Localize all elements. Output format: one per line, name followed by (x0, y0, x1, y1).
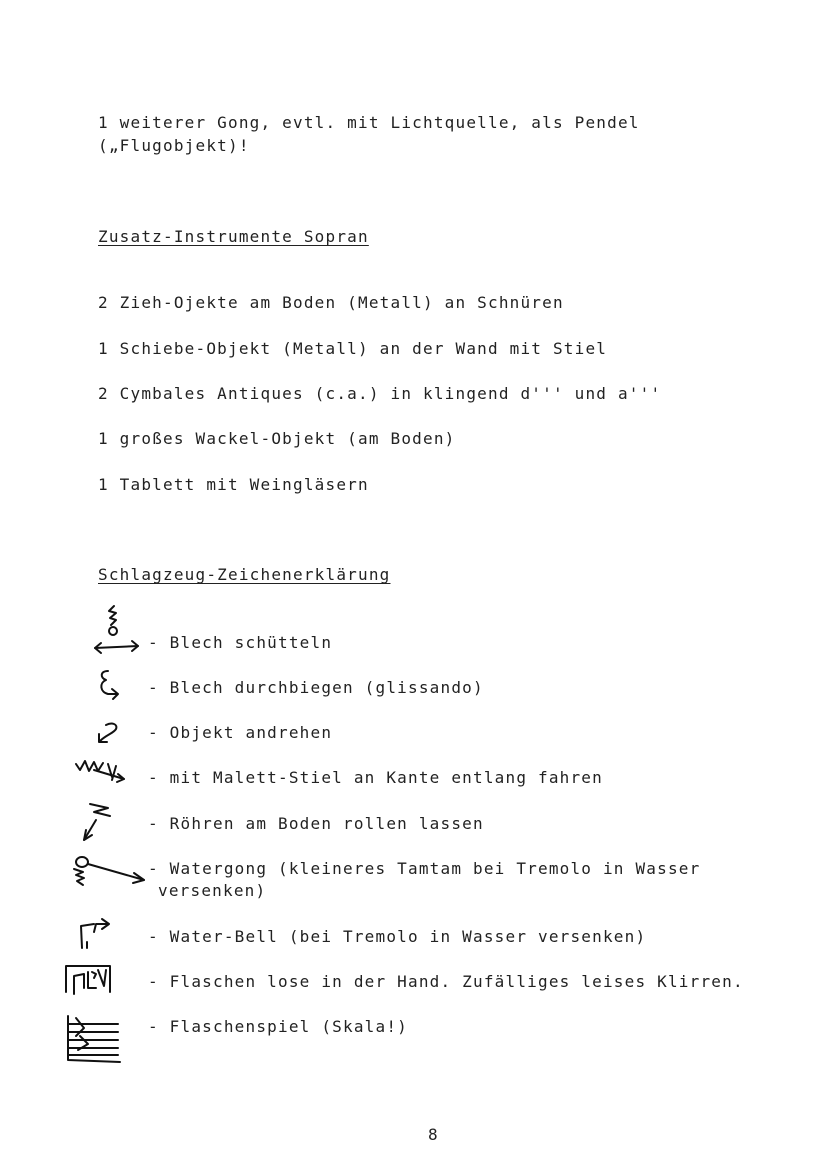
bend-icon (94, 668, 130, 702)
mallet-edge-icon (74, 756, 128, 786)
legend-text: - Röhren am Boden rollen lassen (148, 814, 484, 833)
legend-text: - Watergong (kleineres Tamtam bei Tremolo in Wasser (148, 859, 701, 878)
intro-line-1: 1 weiterer Gong, evtl. mit Lichtquelle, als Pendel (98, 113, 640, 132)
soprano-heading: Zusatz-Instrumente Sopran (98, 227, 369, 246)
legend-text-continuation: versenken) (158, 881, 267, 900)
legend-text: - Flaschen lose in der Hand. Zufälliges leises Klirren. (148, 972, 744, 991)
page-number: 8 (428, 1125, 439, 1144)
legend-text: - mit Malett-Stiel an Kante entlang fahren (148, 768, 603, 787)
soprano-item: 2 Zieh-Ojekte am Boden (Metall) an Schnüren (98, 293, 564, 312)
soprano-item: 1 Tablett mit Weingläsern (98, 475, 369, 494)
soprano-item: 2 Cymbales Antiques (c.a.) in klingend d''' und a''' (98, 384, 662, 403)
shake-icon (92, 604, 142, 656)
legend-heading: Schlagzeug-Zeichenerklärung (98, 565, 391, 584)
legend-text: - Blech durchbiegen (glissando) (148, 678, 484, 697)
watergong-icon (70, 852, 150, 892)
legend-text: - Water-Bell (bei Tremolo in Wasser versenken) (148, 927, 647, 946)
legend-text: - Flaschenspiel (Skala!) (148, 1017, 408, 1036)
soprano-item: 1 großes Wackel-Objekt (am Boden) (98, 429, 456, 448)
twist-icon (94, 721, 128, 747)
bottle-scale-icon (62, 1014, 124, 1066)
roll-icon (80, 798, 124, 842)
waterbell-icon (76, 914, 116, 954)
legend-text: - Blech schütteln (148, 633, 333, 652)
legend-text: - Objekt andrehen (148, 723, 333, 742)
soprano-item: 1 Schiebe-Objekt (Metall) an der Wand mit Stiel (98, 339, 608, 358)
intro-line-2: („Flugobjekt)! (98, 136, 250, 155)
bottles-hand-icon (64, 962, 116, 998)
